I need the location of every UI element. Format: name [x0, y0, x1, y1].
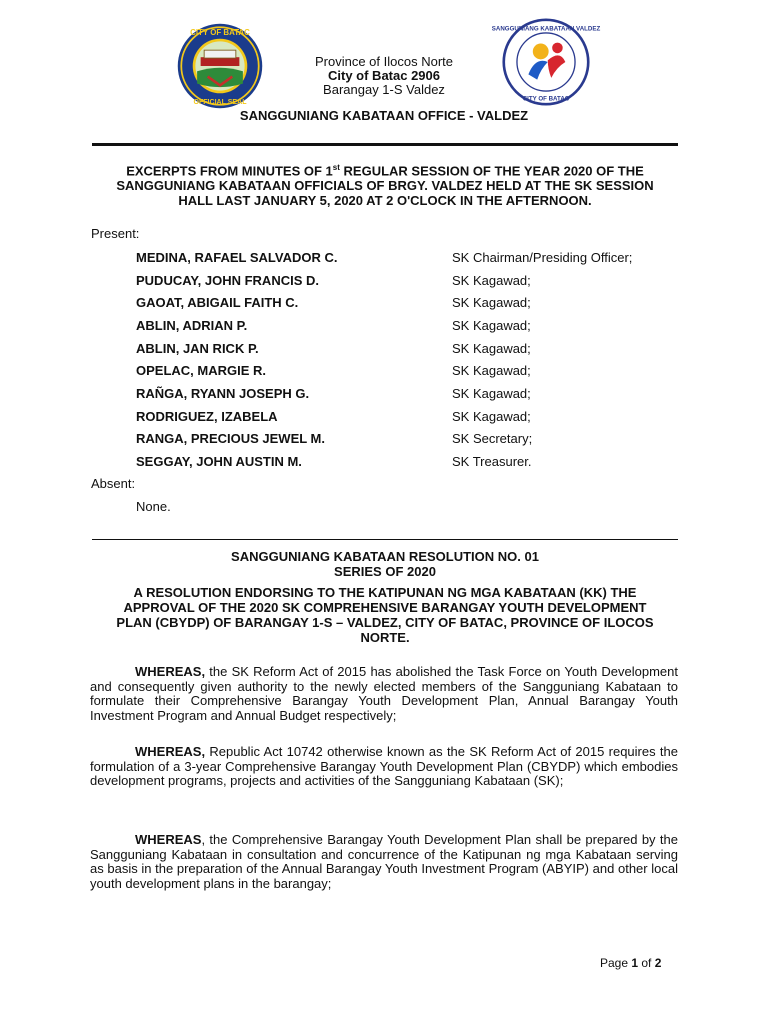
member-row: [136, 250, 696, 266]
member-role: SK Kagawad;: [452, 341, 531, 356]
absent-value: None.: [136, 499, 171, 514]
svg-text:CITY OF BATAC: CITY OF BATAC: [190, 28, 250, 38]
city-line: City of Batac 2906: [328, 68, 440, 83]
excerpt-title: EXCERPTS FROM MINUTES OF 1st REGULAR SESSION OF THE YEAR 2020 OF THE SANGGUNIANG KABATAAN OFFICIALS OF BRGY. VALDEZ HELD AT THE SK SESSION HALL LAST JANUARY 5, 2020 AT 2 O'CLOCK IN THE AFTERNOON.: [116, 163, 654, 209]
member-role: SK Kagawad;: [452, 295, 531, 310]
member-row: [136, 363, 696, 379]
member-role: SK Kagawad;: [452, 409, 531, 424]
member-row: [136, 431, 696, 447]
member-row: [136, 454, 696, 470]
svg-text:OFFICIAL SEAL: OFFICIAL SEAL: [193, 98, 247, 106]
whereas-clause: WHEREAS, the Comprehensive Barangay Youth Development Plan shall be prepared by the Sangguniang Kabataan in consultation and concurrence of the Katipunan ng mga Kabataan serving as basis in the preparation of the Annual Barangay Youth Investment Program (ABYIP) and other local youth development plans in the barangay;: [90, 832, 678, 891]
absent-label: Absent:: [91, 476, 136, 491]
resolution-number: SANGGUNIANG KABATAAN RESOLUTION NO. 01: [231, 549, 539, 564]
page-number: Page 1 of 2: [600, 956, 662, 970]
member-role: SK Kagawad;: [452, 318, 531, 333]
whereas-clause: WHEREAS, Republic Act 10742 otherwise known as the SK Reform Act of 2015 requires the formulation of a 3-year Comprehensive Barangay Youth Development Plan (CBYDP) which embodies development programs, projects and activities of the Sangguniang Kabataan (SK);: [90, 744, 678, 788]
member-name: MEDINA, RAFAEL SALVADOR C.: [136, 250, 338, 265]
member-role: SK Treasurer.: [452, 454, 532, 469]
province-line: Province of Ilocos Norte: [314, 54, 453, 69]
member-name: ABLIN, ADRIAN P.: [136, 318, 248, 333]
member-row: [136, 295, 696, 311]
member-name: RANGA, PRECIOUS JEWEL M.: [136, 431, 326, 446]
office-name: SANGGUNIANG KABATAAN OFFICE - VALDEZ: [239, 108, 529, 123]
member-role: SK Chairman/Presiding Officer;: [452, 250, 633, 265]
member-role: SK Kagawad;: [452, 273, 531, 288]
member-row: [136, 341, 696, 357]
member-role: SK Secretary;: [452, 431, 533, 446]
member-row: [136, 409, 696, 425]
member-row: [136, 318, 696, 334]
member-role: SK Kagawad;: [452, 386, 531, 401]
svg-text:SANGGUNIANG KABATAAN VALDEZ: SANGGUNIANG KABATAAN VALDEZ: [491, 25, 601, 33]
member-name: RAÑGA, RYANN JOSEPH G.: [136, 386, 310, 401]
member-row: [136, 273, 696, 289]
member-name: ABLIN, JAN RICK P.: [136, 341, 259, 356]
barangay-line: Barangay 1-S Valdez: [323, 82, 445, 97]
resolution-series: SERIES OF 2020: [334, 564, 436, 579]
member-row: [136, 386, 696, 402]
header-divider: [92, 143, 678, 146]
svg-text:CITY OF BATAC: CITY OF BATAC: [522, 95, 570, 103]
member-name: OPELAC, MARGIE R.: [136, 363, 267, 378]
member-role: SK Kagawad;: [452, 363, 531, 378]
whereas-clause: WHEREAS, the SK Reform Act of 2015 has abolished the Task Force on Youth Development and consequently given authority to the newly elected members of the Sangguniang Kabataan to formulate their Comprehensive Barangay Youth Development Plan, Annual Barangay Youth Investment Program and Annual Budget respectively;: [90, 664, 678, 723]
member-name: SEGGAY, JOHN AUSTIN M.: [136, 454, 302, 469]
member-name: PUDUCAY, JOHN FRANCIS D.: [136, 273, 319, 288]
member-name: RODRIGUEZ, IZABELA: [136, 409, 278, 424]
member-name: GAOAT, ABIGAIL FAITH C.: [136, 295, 299, 310]
section-divider: [92, 539, 678, 540]
resolution-title: A RESOLUTION ENDORSING TO THE KATIPUNAN NG MGA KABATAAN (KK) THE APPROVAL OF THE 2020 SK COMPREHENSIVE BARANGAY YOUTH DEVELOPMENT PLAN (CBYDP) OF BARANGAY 1-S – VALDEZ, CITY OF BATAC, PROVINCE OF ILOCOS NORTE.: [116, 585, 654, 645]
present-label: Present:: [91, 226, 140, 241]
